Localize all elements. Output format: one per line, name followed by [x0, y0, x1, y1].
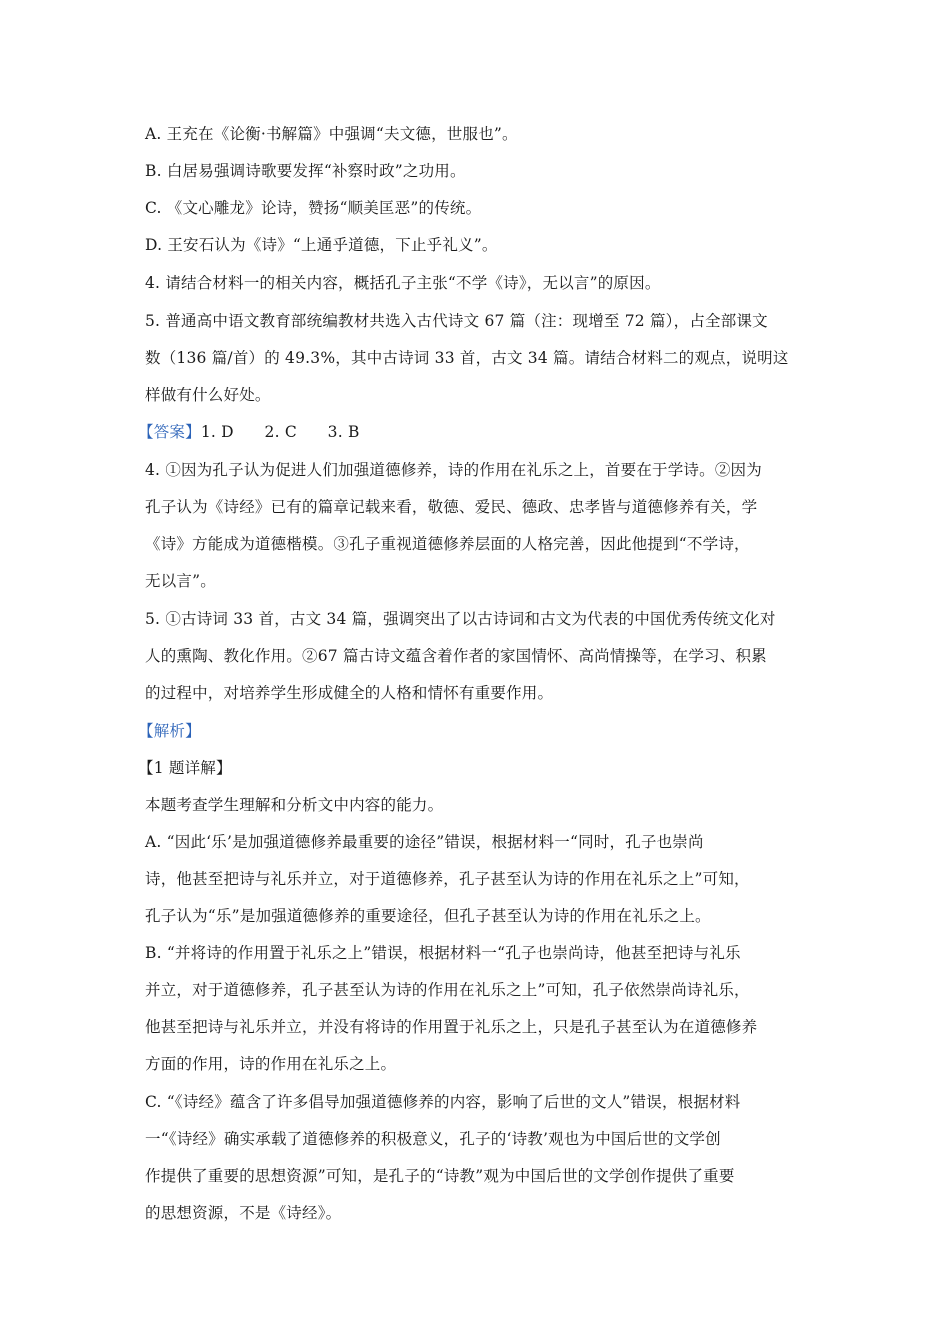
question-5-line: 数（136 篇/首）的 49.3%，其中古诗词 33 首，古文 34 篇。请结合材料二的观点，说明这 [145, 349, 789, 367]
detail-c-line: 作提供了重要的思想资源”可知，是孔子的“诗教”观为中国后世的文学创作提供了重要 [145, 1167, 735, 1185]
option-b: B. 白居易强调诗歌要发挥“补察时政”之功用。 [145, 162, 466, 180]
detail-b-line: 并立，对于道德修养，孔子甚至认为诗的作用在礼乐之上”可知，孔子依然崇尚诗礼乐， [145, 981, 750, 999]
detail-b-line: 他甚至把诗与礼乐并立，并没有将诗的作用置于礼乐之上，只是孔子甚至认为在道德修养 [145, 1018, 758, 1036]
answer-tag: 【答案】 [138, 423, 201, 441]
detail-c-line: 的思想资源，不是《诗经》。 [145, 1204, 342, 1222]
detail-b-line: 方面的作用，诗的作用在礼乐之上。 [145, 1055, 397, 1073]
answer-4-line: 4. ①因为孔子认为促进人们加强道德修养，诗的作用在礼乐之上，首要在于学诗。②因为 [145, 461, 762, 479]
answer-4-line: 《诗》方能成为道德楷模。③孔子重视道德修养层面的人格完善，因此他提到“不学诗， [145, 535, 750, 553]
detail-heading: 【1 题详解】 [138, 759, 232, 777]
option-a: A. 王充在《论衡·书解篇》中强调“夫文德，世服也”。 [145, 125, 518, 143]
detail-b-line: B. “并将诗的作用置于礼乐之上”错误，根据材料一“孔子也崇尚诗，他甚至把诗与礼乐 [145, 944, 741, 962]
answer-line [138, 421, 808, 443]
detail-a-line: 诗，他甚至把诗与礼乐并立，对于道德修养，孔子甚至认为诗的作用在礼乐之上”可知， [145, 870, 750, 888]
answer-4-line: 孔子认为《诗经》已有的篇章记载来看，敬德、爱民、德政、忠孝皆与道德修养有关，学 [145, 498, 758, 516]
option-c: C. 《文心雕龙》论诗，赞扬“顺美匡恶”的传统。 [145, 199, 482, 217]
analysis-tag: 【解析】 [138, 722, 201, 740]
detail-c-line: C. “《诗经》蕴含了许多倡导加强道德修养的内容，影响了后世的文人”错误，根据材料 [145, 1093, 741, 1111]
detail-a-line: A. “因此‘乐’是加强道德修养最重要的途径”错误，根据材料一“同时，孔子也崇尚 [145, 833, 704, 851]
detail-a-line: 孔子认为“乐”是加强道德修养的重要途径，但孔子甚至认为诗的作用在礼乐之上。 [145, 907, 711, 925]
question-5-line: 样做有什么好处。 [145, 386, 271, 404]
answer-5-line: 的过程中，对培养学生形成健全的人格和情怀有重要作用。 [145, 684, 554, 702]
question-5-line: 5. 普通高中语文教育部统编教材共选入古代诗文 67 篇（注：现增至 72 篇），占全部课文 [145, 312, 768, 330]
answer-5-line: 5. ①古诗词 33 首，古文 34 篇，强调突出了以古诗词和古文为代表的中国优秀传统文化对 [145, 610, 776, 628]
answer-text: 1. D 2. C 3. B [200, 423, 360, 441]
answer-4-line: 无以言”。 [145, 572, 216, 590]
detail-c-line: 一“《诗经》确实承载了道德修养的积极意义，孔子的‘诗教’观也为中国后世的文学创 [145, 1130, 721, 1148]
option-d: D. 王安石认为《诗》“上通乎道德，下止乎礼义”。 [145, 236, 498, 254]
answer-5-line: 人的熏陶、教化作用。②67 篇古诗文蕴含着作者的家国情怀、高尚情操等，在学习、积累 [145, 647, 767, 665]
question-4: 4. 请结合材料一的相关内容，概括孔子主张“不学《诗》，无以言”的原因。 [145, 274, 661, 292]
detail-intro: 本题考查学生理解和分析文中内容的能力。 [145, 796, 444, 814]
